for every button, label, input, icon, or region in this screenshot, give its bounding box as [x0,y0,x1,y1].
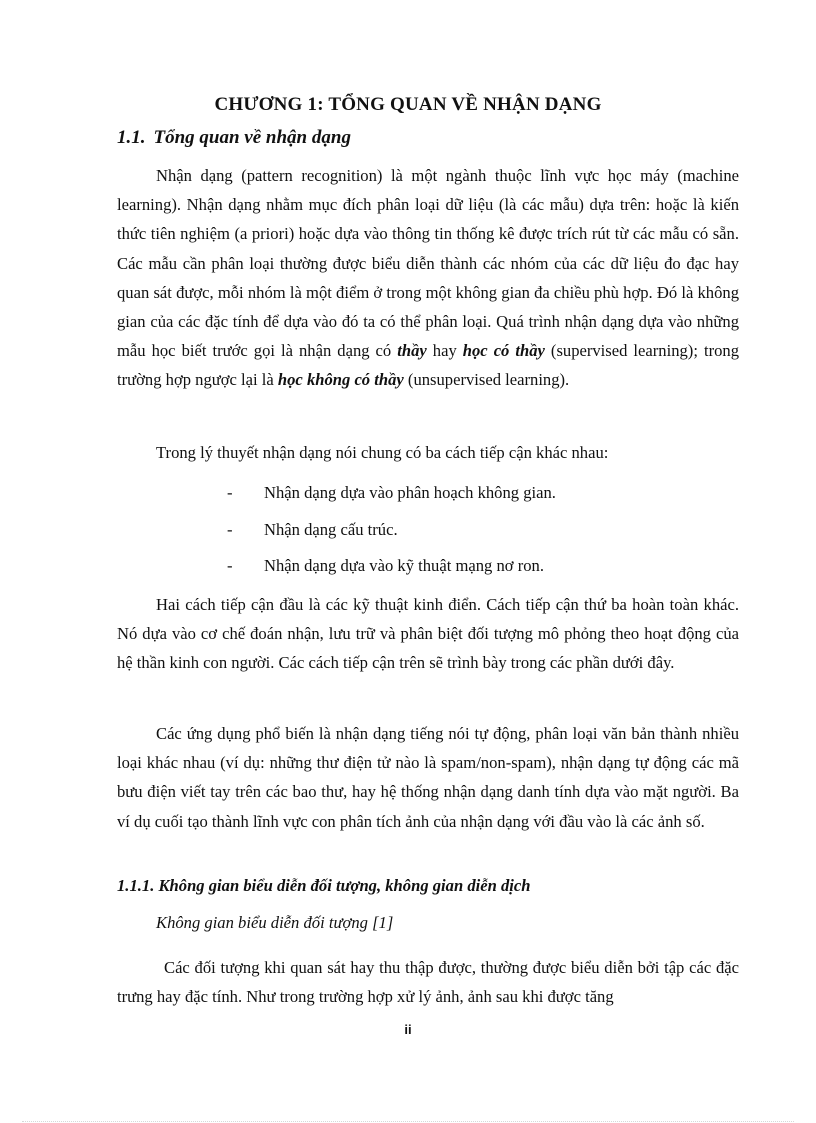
list-item-text: Nhận dạng dựa vào kỹ thuật mạng nơ ron. [264,556,544,575]
emphasis-supervised: học có thầy [462,341,545,361]
paragraph-text: hay [426,341,463,361]
paragraph-text: Các đối tượng khi quan sát hay thu thập được, thường được biểu diễn bởi tập các đặc trưng hay đặc tính. Như trong trường hợp xử lý ảnh, ảnh sau khi được tăng [117,958,739,1007]
paragraph-text: (supervised learning); trong trường hợp ngược lại là [117,341,739,390]
section-number: 1.1. [117,127,146,148]
emphasis-unsupervised: học không có thầy [277,370,404,390]
list-item [227,551,556,588]
paragraph-representation [117,953,739,1011]
paragraph-approaches-intro: Trong lý thuyết nhận dạng nói chung có ba cách tiếp cận khác nhau: [156,443,609,462]
list-item-text: Nhận dạng dựa vào phân hoạch không gian. [264,483,556,502]
list-item [227,478,556,515]
paragraph-intro [117,161,739,395]
section-heading [117,127,351,149]
approach-list [227,478,556,588]
list-marker: - [227,519,233,539]
paragraph-text: (unsupervised learning). [403,370,570,390]
list-item [227,515,556,552]
paragraph-approaches-discussion: Hai cách tiếp cận đầu là các kỹ thuật kinh điển. Cách tiếp cận thứ ba hoàn toàn khác. Nó dựa vào cơ chế đoán nhận, lưu trữ và phân biệt đối tượng mô phỏng theo hoạt động của hệ thần kinh con người. Các cách tiếp cận trên sẽ trình bày trong các phần dưới đây. [117,595,739,673]
subheading-italic: Không gian biểu diễn đối tượng [1] [156,913,394,932]
page-number: ii [404,1022,412,1037]
subsection-heading: 1.1.1. Không gian biểu diễn đối tượng, không gian diễn dịch [117,876,531,895]
section-title: Tổng quan về nhận dạng [153,127,351,148]
paragraph-applications: Các ứng dụng phổ biến là nhận dạng tiếng nói tự động, phân loại văn bản thành nhiều loại khác nhau (ví dụ: những thư điện tử nào là spam/non-spam), nhận dạng tự động các mã bưu điện viết tay trên các bao thư, hay hệ thống nhận dạng danh tính dựa vào mặt người. Ba ví dụ cuối tạo thành lĩnh vực con phân tích ảnh của nhận dạng với đầu vào là các ảnh số. [117,724,739,831]
list-item-text: Nhận dạng cấu trúc. [264,519,398,539]
list-marker: - [227,483,233,502]
emphasis-supervised-short: thầy [397,341,427,361]
list-marker: - [227,556,233,575]
paragraph-text: Nhận dạng (pattern recognition) là một ngành thuộc lĩnh vực học máy (machine learning). Nhận dạng nhằm mục đích phân loại dữ liệu (là các mẫu) dựa trên: hoặc là kiến thức tiên nghiệm (a priori) hoặc dựa vào thông tin thống kê được trích rút từ các mẫu có sẵn. Các mẫu cần phân loại thường được biểu diễn thành các nhóm của các dữ liệu đo đạc hay quan sát được, mỗi nhóm là một điểm ở trong một không gian đa chiều phù hợp. Đó là không gian của các đặc tính để dựa vào đó ta có thể phân loại. Quá trình nhận dạng dựa vào những mẫu học biết trước gọi là nhận dạng có [117,166,739,361]
chapter-title: CHƯƠNG 1: TỔNG QUAN VỀ NHẬN DẠNG [214,94,602,115]
page-bottom-divider [22,1121,794,1122]
